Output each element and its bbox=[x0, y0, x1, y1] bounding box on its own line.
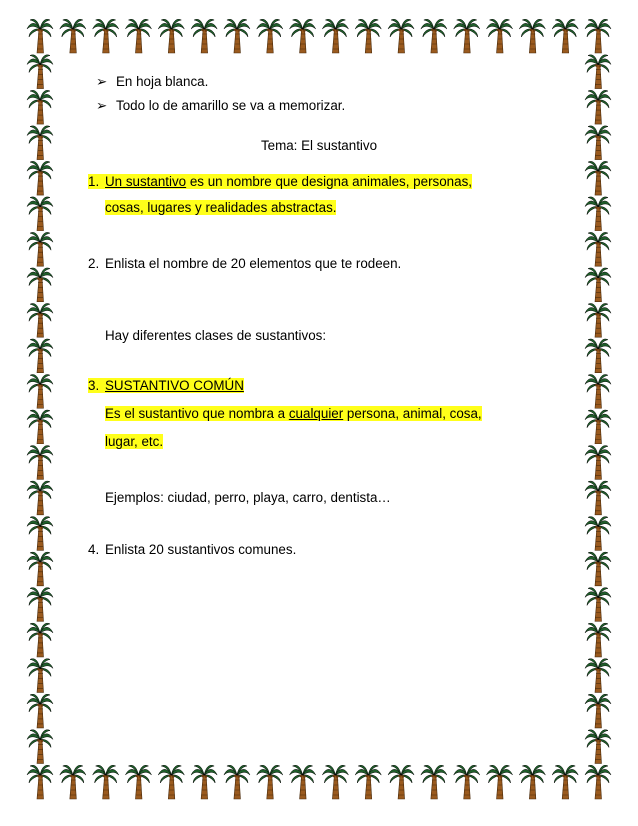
topic-title: Tema: El sustantivo bbox=[260, 138, 378, 153]
bullet-item: ➢ En hoja blanca. bbox=[96, 72, 208, 92]
bullet-item: ➢ Todo lo de amarillo se va a memorizar. bbox=[96, 96, 345, 116]
item-1-line-2: cosas, lugares y realidades abstractas. bbox=[105, 200, 337, 215]
arrow-bullet-icon: ➢ bbox=[96, 98, 108, 113]
item-1: 1. Un sustantivo es un nombre que designa animales, personas, bbox=[88, 174, 472, 189]
examples-text: Ejemplos: ciudad, perro, playa, carro, dentista… bbox=[105, 490, 391, 505]
item-3-definition: Es el sustantivo que nombra a cualquier persona, animal, cosa, bbox=[105, 406, 482, 421]
arrow-bullet-icon: ➢ bbox=[96, 74, 108, 89]
intro-text: Hay diferentes clases de sustantivos: bbox=[105, 328, 327, 343]
item-3-definition-line-2: lugar, etc. bbox=[105, 434, 164, 449]
item-2: 2. Enlista el nombre de 20 elementos que te rodeen. bbox=[88, 256, 402, 271]
term-sustantivo: Un sustantivo bbox=[105, 174, 187, 189]
item-3-heading: 3. SUSTANTIVO COMÚN bbox=[88, 378, 244, 393]
item-4: 4. Enlista 20 sustantivos comunes. bbox=[88, 542, 297, 557]
